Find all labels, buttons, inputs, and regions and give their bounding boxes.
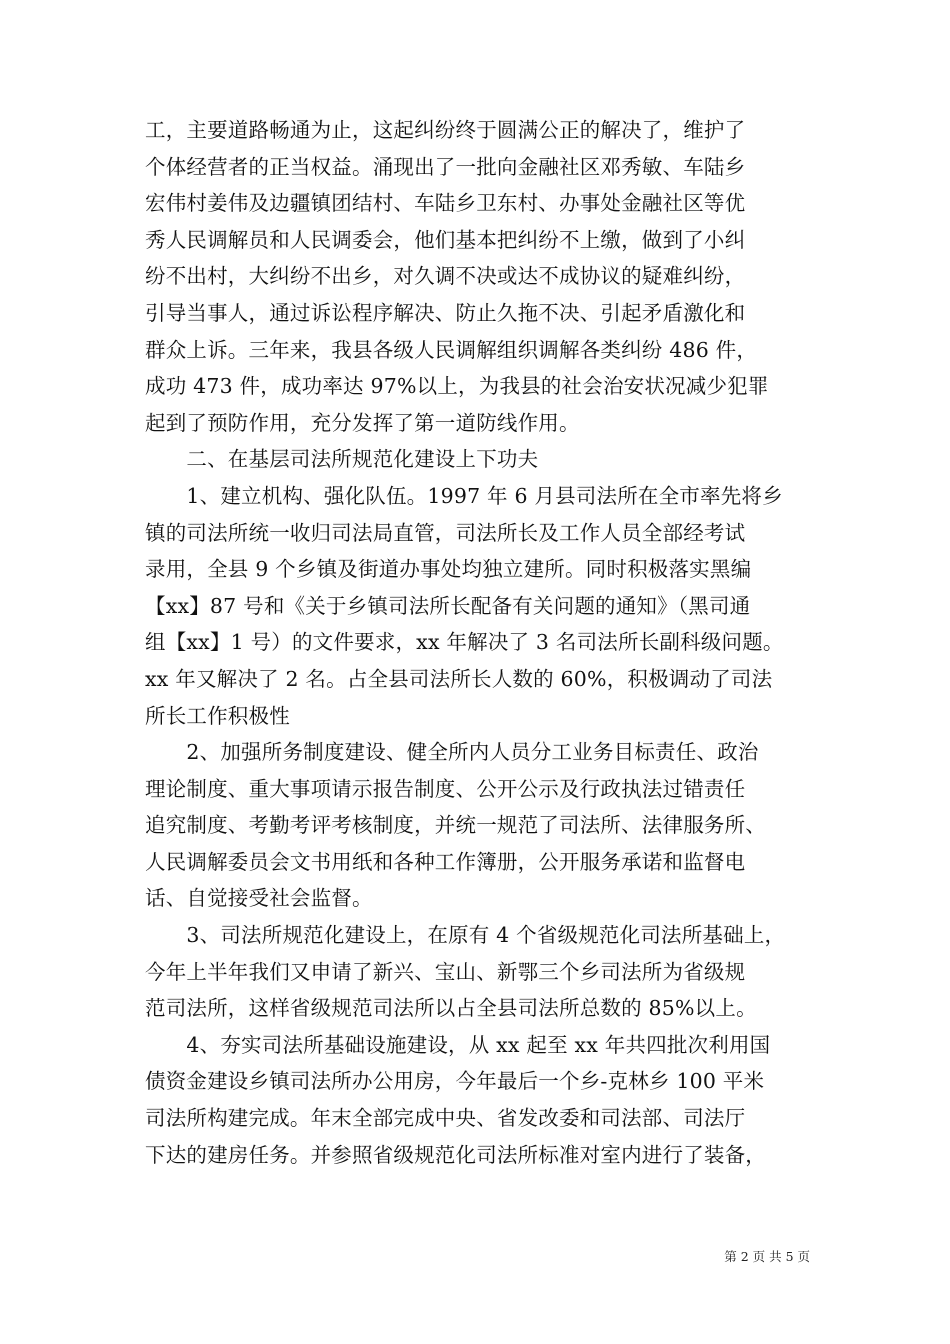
text-line: 所长工作积极性 (145, 703, 290, 728)
text-line: 债资金建设乡镇司法所办公用房，今年最后一个乡-克林乡 100 平米 (145, 1069, 765, 1094)
text-line: 2、加强所务制度建设、健全所内人员分工业务目标责任、政治 (145, 740, 759, 765)
text-line: 镇的司法所统一收归司法局直管，司法所长及工作人员全部经考试 (145, 520, 746, 545)
text-line: 1、建立机构、强化队伍。1997 年 6 月县司法所在全市率先将乡 (145, 483, 783, 508)
text-line: 下达的建房任务。并参照省级规范化司法所标准对室内进行了装备， (145, 1142, 766, 1167)
text-line: 司法所构建完成。年末全部完成中央、省发改委和司法部、司法厅 (145, 1106, 746, 1131)
text-line: 工，主要道路畅通为止，这起纠纷终于圆满公正的解决了，维护了 (145, 118, 746, 142)
text-line: 组【xx】1 号）的文件要求，xx 年解决了 3 名司法所长副科级问题。 (145, 630, 784, 655)
text-line: 秀人民调解员和人民调委会，他们基本把纠纷不上缴，做到了小纠 (145, 227, 746, 252)
text-line: 4、夯实司法所基础设施建设，从 xx 起至 xx 年共四批次利用国 (145, 1032, 771, 1057)
text-line: 引导当事人，通过诉讼程序解决、防止久拖不决、引起矛盾激化和 (145, 300, 746, 325)
text-line: 追究制度、考勤考评考核制度，并统一规范了司法所、法律服务所、 (145, 813, 766, 838)
text-line: 个体经营者的正当权益。涌现出了一批向金融社区邓秀敏、车陆乡 (145, 154, 746, 179)
text-line: 群众上诉。三年来，我县各级人民调解组织调解各类纠纷 486 件， (145, 337, 758, 362)
text-line: 话、自觉接受社会监督。 (145, 886, 373, 911)
text-line: 纷不出村，大纠纷不出乡，对久调不决或达不成协议的疑难纠纷， (145, 264, 746, 289)
text-line: 宏伟村姜伟及边疆镇团结村、车陆乡卫东村、办事处金融社区等优 (145, 191, 746, 216)
text-line: 3、司法所规范化建设上，在原有 4 个省级规范化司法所基础上， (145, 923, 786, 948)
text-line: 起到了预防作用，充分发挥了第一道防线作用。 (145, 410, 580, 435)
text-line: 理论制度、重大事项请示报告制度、公开公示及行政执法过错责任 (145, 776, 746, 801)
page-number-footer: 第 2 页 共 5 页 (724, 1249, 810, 1264)
text-line: 成功 473 件，成功率达 97%以上，为我县的社会治安状况减少犯罪 (145, 374, 769, 399)
text-line: xx 年又解决了 2 名。占全县司法所长人数的 60%，积极调动了司法 (145, 666, 773, 691)
text-line: 【xx】87 号和《关于乡镇司法所长配备有关问题的通知》（黑司通 (145, 593, 751, 618)
text-line: 人民调解委员会文书用纸和各种工作簿册，公开服务承诺和监督电 (145, 849, 746, 874)
text-line: 二、在基层司法所规范化建设上下功夫 (145, 447, 539, 472)
text-line: 录用，全县 9 个乡镇及街道办事处均独立建所。同时积极落实黑编 (145, 557, 752, 582)
body-text (145, 112, 825, 1173)
text-line: 范司法所，这样省级规范司法所以占全县司法所总数的 85%以上。 (145, 996, 757, 1021)
text-line: 今年上半年我们又申请了新兴、宝山、新鄂三个乡司法所为省级规 (145, 959, 746, 984)
